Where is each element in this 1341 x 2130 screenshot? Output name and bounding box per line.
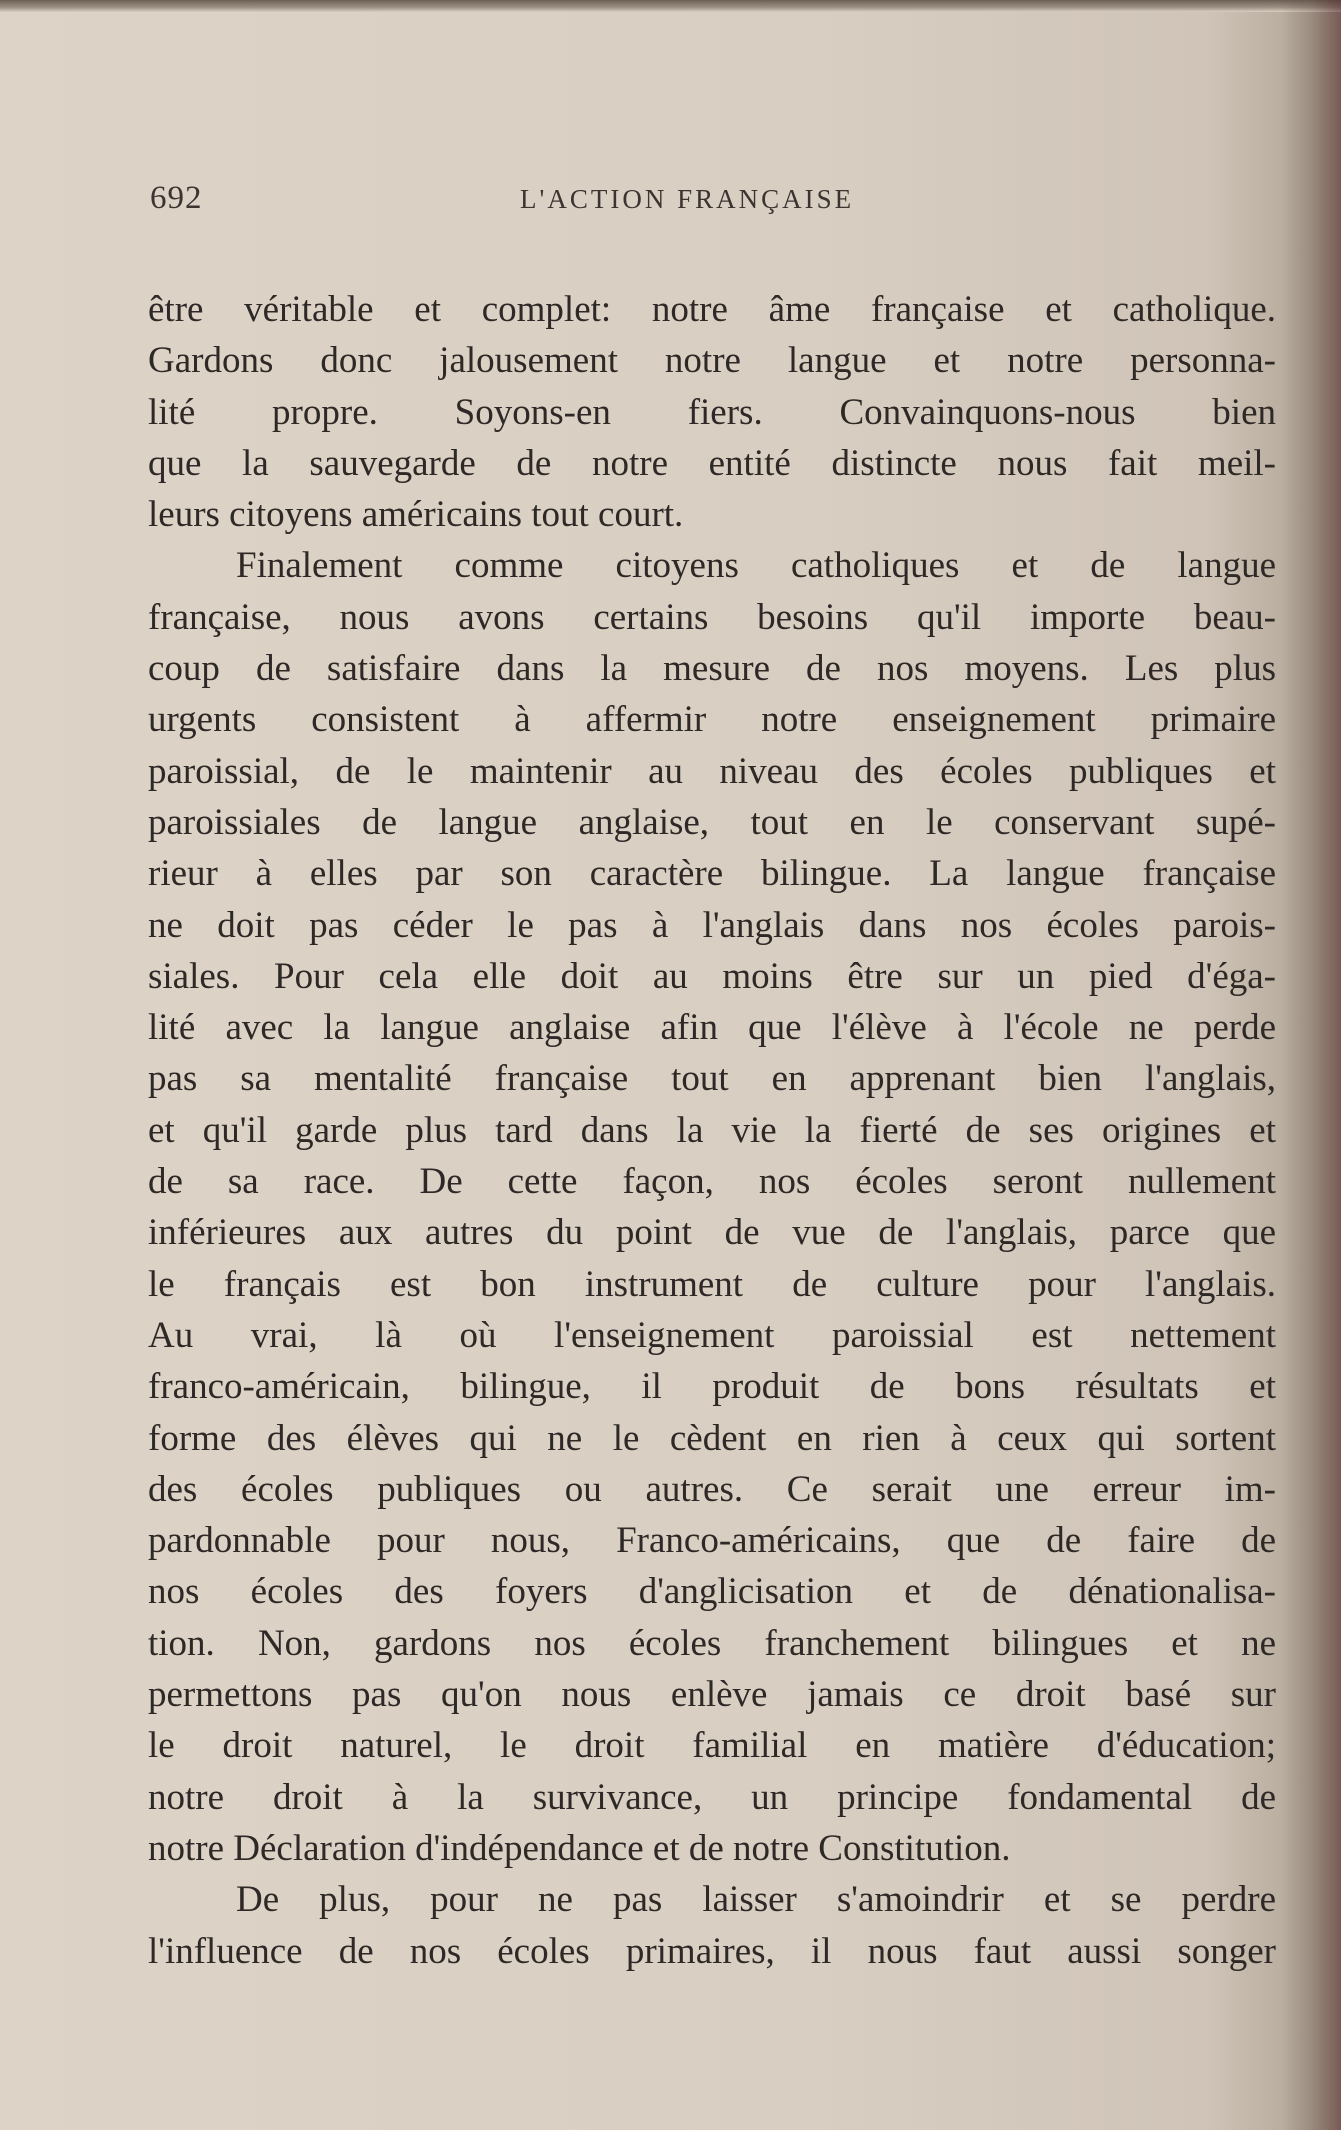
text-line: Au vrai, là où l'enseignement paroissial est nettement	[148, 1314, 1276, 1356]
paragraph-start-line: Finalement comme citoyens catholiques et de langue	[236, 545, 1276, 587]
text-line: siales. Pour cela elle doit au moins être sur un pied d'éga-	[148, 955, 1276, 997]
text-line: lité propre. Soyons-en fiers. Convainquons-nous bien	[148, 391, 1276, 433]
text-line: française, nous avons certains besoins qu'il importe beau-	[148, 596, 1276, 638]
text-line: de sa race. De cette façon, nos écoles seront nullement	[148, 1161, 1276, 1203]
text-line: que la sauvegarde de notre entité distincte nous fait meil-	[148, 442, 1276, 484]
text-line: urgents consistent à affermir notre enseignement primaire	[148, 699, 1276, 741]
text-line: forme des élèves qui ne le cèdent en rien à ceux qui sortent	[148, 1417, 1276, 1459]
binding-shadow	[1281, 0, 1341, 2130]
text-line: inférieures aux autres du point de vue de l'anglais, parce que	[148, 1212, 1276, 1254]
text-line: leurs citoyens américains tout court.	[148, 494, 684, 536]
text-line: lité avec la langue anglaise afin que l'élève à l'école ne perde	[148, 1007, 1276, 1049]
text-line: des écoles publiques ou autres. Ce serait une erreur im-	[148, 1468, 1276, 1510]
text-line: ne doit pas céder le pas à l'anglais dans nos écoles parois-	[148, 904, 1276, 946]
text-line: rieur à elles par son caractère bilingue. La langue française	[148, 853, 1276, 895]
running-head	[150, 180, 910, 224]
text-line: l'influence de nos écoles primaires, il nous faut aussi songer	[148, 1930, 1276, 1972]
text-line: pas sa mentalité française tout en apprenant bien l'anglais,	[148, 1058, 1276, 1100]
text-line: paroissial, de le maintenir au niveau des écoles publiques et	[148, 750, 1276, 792]
text-line: notre droit à la survivance, un principe fondamental de	[148, 1776, 1276, 1818]
text-line: le droit naturel, le droit familial en matière d'éducation;	[148, 1725, 1276, 1767]
text-line: coup de satisfaire dans la mesure de nos moyens. Les plus	[148, 648, 1276, 690]
page-number: 692	[150, 180, 203, 216]
page-top-edge	[0, 0, 1341, 12]
text-line: franco-américain, bilingue, il produit de bons résultats et	[148, 1366, 1276, 1408]
text-line: notre Déclaration d'indépendance et de notre Constitution.	[148, 1827, 1011, 1869]
text-line: nos écoles des foyers d'anglicisation et de dénationalisa-	[148, 1571, 1276, 1613]
running-title: L'ACTION FRANÇAISE	[520, 184, 855, 214]
text-line: permettons pas qu'on nous enlève jamais ce droit basé sur	[148, 1674, 1276, 1716]
text-line: pardonnable pour nous, Franco-américains, que de faire de	[148, 1520, 1276, 1562]
text-line: paroissiales de langue anglaise, tout en le conservant supé-	[148, 801, 1276, 843]
text-line: et qu'il garde plus tard dans la vie la fierté de ses origines et	[148, 1109, 1276, 1151]
text-line: le français est bon instrument de culture pour l'anglais.	[148, 1263, 1276, 1305]
text-line: tion. Non, gardons nos écoles franchement bilingues et ne	[148, 1622, 1276, 1664]
text-line: Gardons donc jalousement notre langue et notre personna-	[148, 340, 1276, 382]
body-text	[148, 284, 1276, 1977]
text-line: être véritable et complet: notre âme française et catholique.	[148, 289, 1276, 330]
paragraph-start-line: De plus, pour ne pas laisser s'amoindrir et se perdre	[236, 1879, 1276, 1921]
